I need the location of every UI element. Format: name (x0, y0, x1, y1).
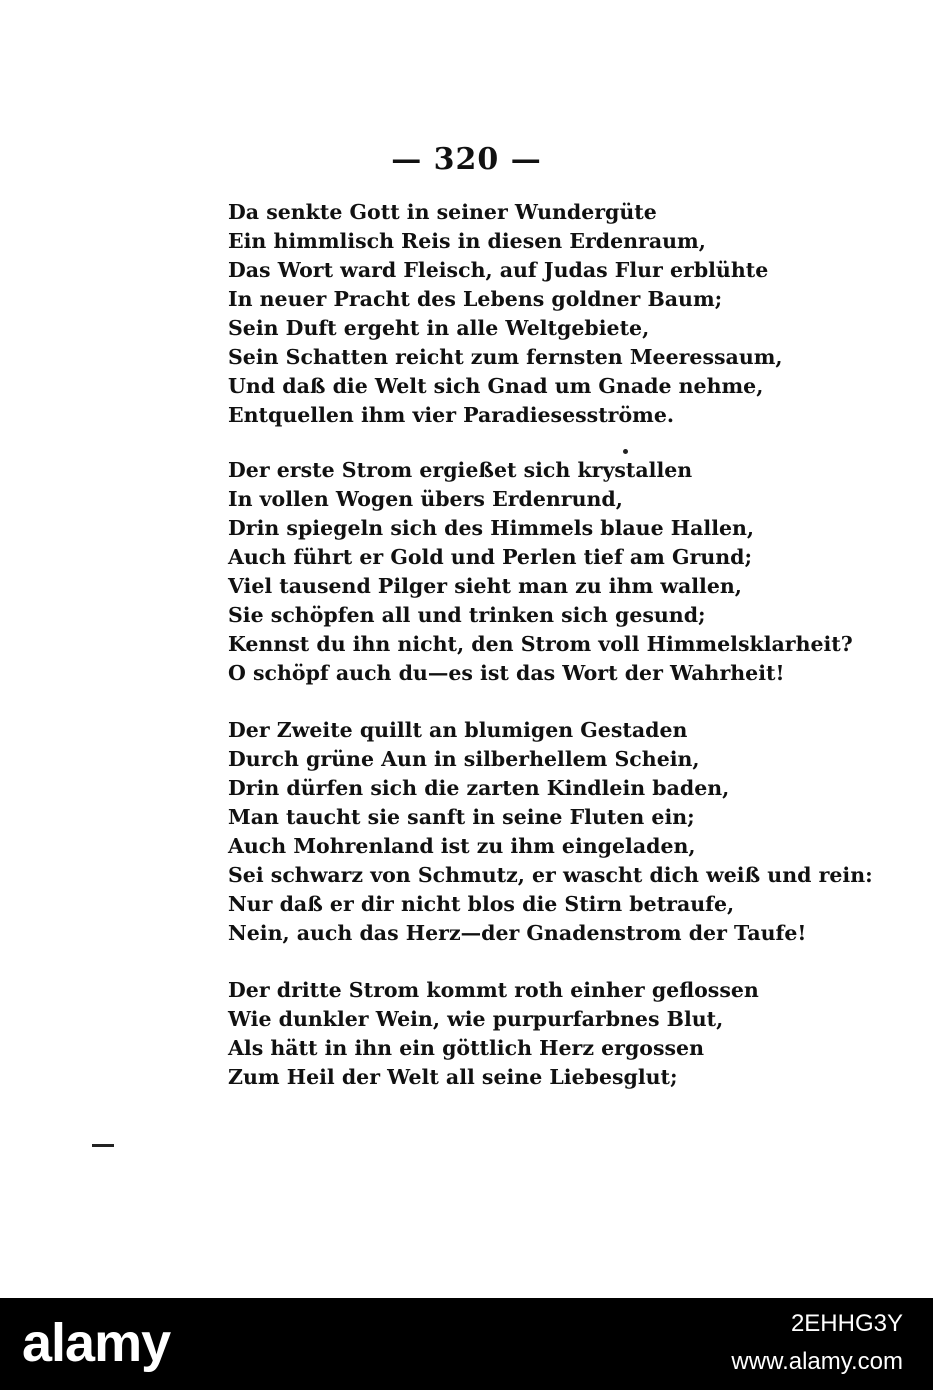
margin-dash (92, 1144, 114, 1147)
verse-line: Viel tausend Pilger sieht man zu ihm wallen, (228, 574, 742, 598)
verse-line: Sein Schatten reicht zum fernsten Meeressaum, (228, 345, 783, 369)
verse-line: Und daß die Welt sich Gnad um Gnade nehme, (228, 374, 764, 398)
verse-line: Nur daß er dir nicht blos die Stirn betraufe, (228, 892, 735, 916)
verse-line: Wie dunkler Wein, wie purpurfarbnes Blut, (228, 1007, 724, 1031)
verse-line: Der Zweite quillt an blumigen Gestaden (228, 718, 688, 742)
verse-line: Ein himmlisch Reis in diesen Erdenraum, (228, 229, 706, 253)
verse-line: Entquellen ihm vier Paradiesesströme. (228, 403, 675, 427)
verse-line: Als hätt in ihn ein göttlich Herz ergossen (228, 1036, 704, 1060)
watermark-banner (0, 1298, 933, 1390)
image-id: 2EHHG3Y (790, 1310, 903, 1337)
verse-line: Kennst du ihn nicht, den Strom voll Himmelsklarheit? (228, 632, 853, 656)
stanza-3 (228, 716, 873, 948)
verse-line: In neuer Pracht des Lebens goldner Baum; (228, 287, 723, 311)
verse-line: Der dritte Strom kommt roth einher geflossen (228, 978, 759, 1002)
verse-line: Drin spiegeln sich des Himmels blaue Hallen, (228, 516, 755, 540)
verse-line: Auch führt er Gold und Perlen tief am Grund; (228, 545, 753, 569)
stanza-1 (228, 198, 828, 430)
page-number: — 320 — (391, 142, 542, 177)
verse-line: Auch Mohrenland ist zu ihm eingeladen, (228, 834, 696, 858)
stanza-4 (228, 976, 828, 1092)
verse-line: Da senkte Gott in seiner Wundergüte (228, 200, 657, 224)
verse-line: Man taucht sie sanft in seine Fluten ein; (228, 805, 695, 829)
verse-line: Zum Heil der Welt all seine Liebesglut; (228, 1065, 678, 1089)
verse-line: Nein, auch das Herz—der Gnadenstrom der Taufe! (228, 921, 807, 945)
alamy-logo: alamy (22, 1313, 171, 1373)
verse-line: Sein Duft ergeht in alle Weltgebiete, (228, 316, 650, 340)
verse-line: O schöpf auch du—es ist das Wort der Wahrheit! (228, 661, 785, 685)
verse-line: Drin dürfen sich die zarten Kindlein baden, (228, 776, 730, 800)
verse-line: Der erste Strom ergießet sich krystallen (228, 458, 693, 482)
verse-line: Sei schwarz von Schmutz, er wascht dich weiß und rein: (228, 863, 873, 887)
verse-line: Das Wort ward Fleisch, auf Judas Flur erblühte (228, 258, 769, 282)
stanza-2 (228, 456, 853, 688)
verse-line: Durch grüne Aun in silberhellem Schein, (228, 747, 700, 771)
watermark-url: www.alamy.com (731, 1348, 903, 1375)
verse-line: Sie schöpfen all und trinken sich gesund; (228, 603, 706, 627)
print-speck (623, 449, 628, 454)
verse-line: In vollen Wogen übers Erdenrund, (228, 487, 623, 511)
